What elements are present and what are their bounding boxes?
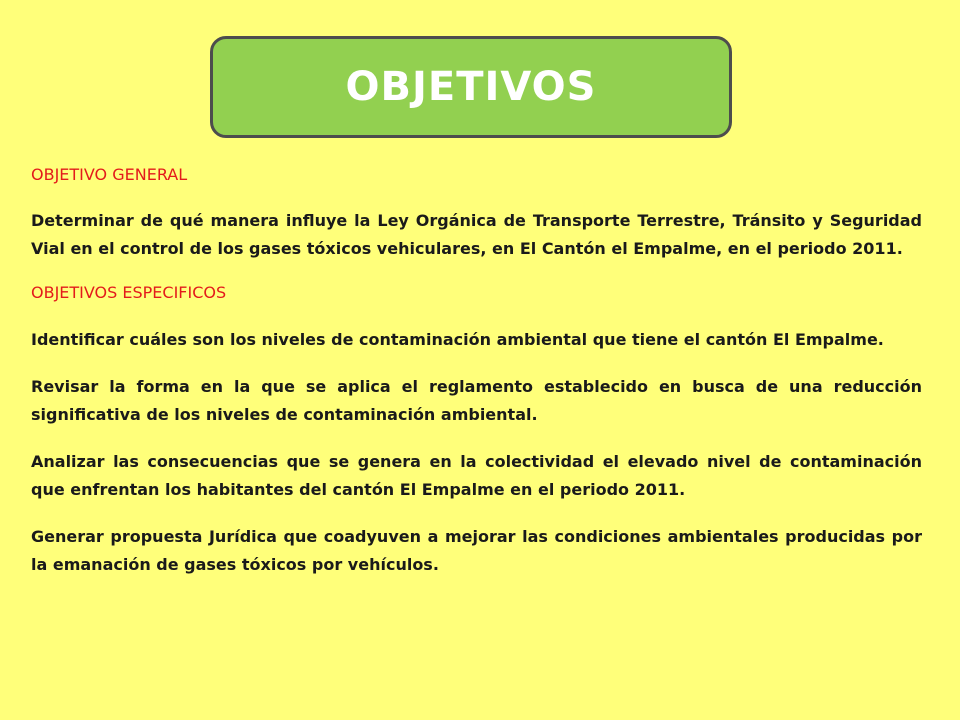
specific-objective-item: Generar propuesta Jurídica que coadyuven a mejorar las condiciones ambientales producidas por la emanación de gases tóxicos por vehículos. — [31, 527, 922, 574]
page-title: OBJETIVOS — [345, 64, 597, 110]
specific-objective-item: Analizar las consecuencias que se genera en la colectividad el elevado nivel de contaminación que enfrentan los habitantes del cantón El Empalme en el periodo 2011. — [31, 452, 922, 499]
specific-objective-item: Identificar cuáles son los niveles de contaminación ambiental que tiene el cantón El Empalme. — [31, 330, 884, 349]
general-objective-text: Determinar de qué manera influye la Ley Orgánica de Transporte Terrestre, Tránsito y Seguridad Vial en el control de los gases tóxicos vehiculares, en El Cantón el Empalme, en el periodo 2011. — [31, 211, 922, 258]
title-banner — [210, 36, 732, 138]
specific-objectives-heading: OBJETIVOS ESPECIFICOS — [31, 283, 227, 302]
specific-objective-item: Revisar la forma en la que se aplica el reglamento establecido en busca de una reducción significativa de los niveles de contaminación ambiental. — [31, 377, 922, 424]
general-objective-heading: OBJETIVO GENERAL — [31, 165, 188, 184]
objectives-content — [31, 163, 922, 579]
